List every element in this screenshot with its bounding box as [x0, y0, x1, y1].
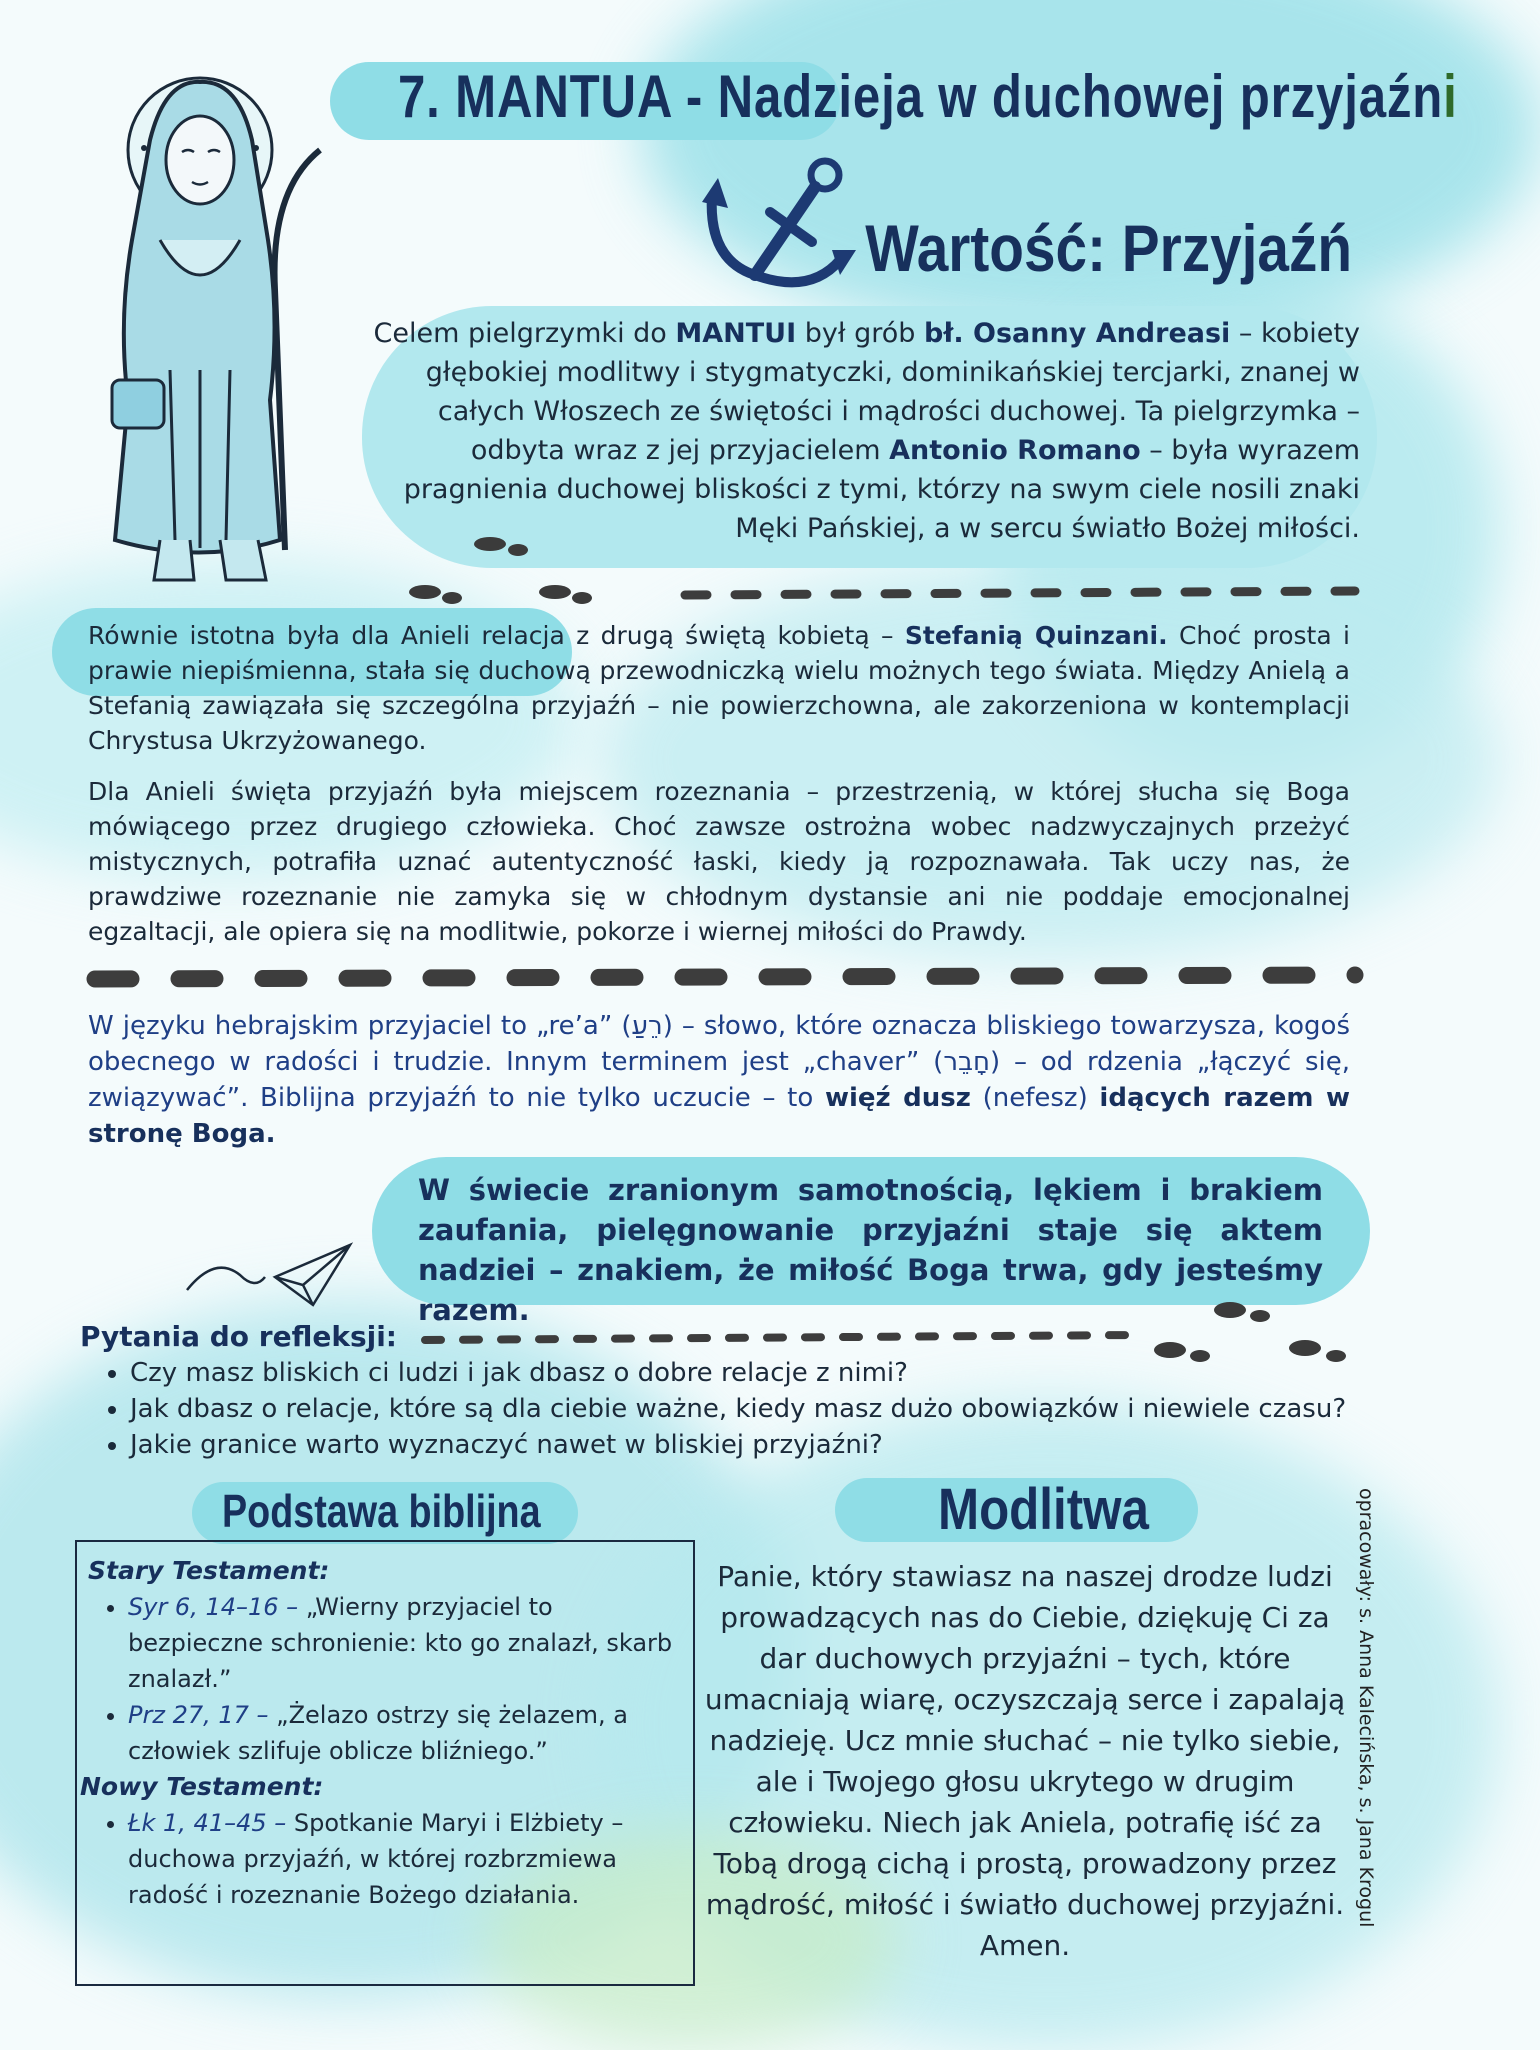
dashed-path-divider-2: [85, 965, 1365, 991]
title-main-text: 7. MANTUA - Nadzieja w duchowej przyjaźn: [398, 63, 1444, 130]
title-last-letter: i: [1443, 63, 1458, 130]
prayer-text: Panie, który stawiasz na naszej drodze ludzi prowadzących nas do Ciebie, dziękuję Ci za dar duchowych przyjaźni – tych, które umacniają wiarę, oczyszczają serce i zapalają nadzieję. Ucz mnie słuchać – nie tylko siebie, ale i Twojego głosu ukrytego w drugim człowieku. Niech jak Aniela, potrafię iść za Tobą drogą cichą i prostą, prowadzony przez mądrość, miłość i światło duchowej przyjaźni. Amen.: [704, 1560, 1346, 1962]
ot-heading: Stary Testament:: [88, 1556, 330, 1585]
paragraph-discernment: Dla Anieli święta przyjaźń była miejscem rozeznania – przestrzenią, w której słucha się Boga mówiącego przez drugiego człowieka. Choć zawsze ostrożna wobec nadzwyczajnych przeżyć mistycznych, potrafiła uznać autentyczność łaski, kiedy ją rozpoznawała. Tak uczy nas, że prawdziwe rozeznanie nie zamyka się w chłodnym dystansie ani nie poddaje emocjonalnej egzaltacji, ale opiera się na modlitwie, pokorze i wiernej miłości do Prawdy.: [88, 777, 1350, 946]
list-item: • Jak dbasz o relacje, które są dla ciebie ważne, kiedy masz dużo obowiązków i niewiele czasu?: [130, 1391, 1346, 1427]
reflection-heading: Pytania do refleksji:: [80, 1320, 397, 1353]
saint-figure-icon: [70, 70, 360, 610]
list-item: • Prz 27, 17 – „Żelazo ostrzy się żelazem, a człowiek szlifuje oblicze bliźniego.”: [128, 1697, 680, 1769]
biblical-title: Podstawa biblijna: [222, 1485, 541, 1537]
biblical-content: [80, 1553, 680, 1913]
paper-plane-icon: [185, 1235, 355, 1315]
reflection-questions: [90, 1355, 1346, 1463]
prayer-title: Modlitwa: [938, 1477, 1149, 1542]
footprints-icon: [400, 520, 600, 620]
paragraph-hebrew: W języku hebrajskim przyjaciel to „re’a” (רֵעַ) – słowo, które oznacza bliskiego towarzysza, kogoś obecnego w radości i trudzie. Innym terminem jest „chaver” (חָבֵר) – od rdzenia „łączyć się, związywać”. Biblijna przyjaźń to nie tylko uczucie – to więź dusz (nefesz) idących razem w stronę Boga.: [88, 1011, 1350, 1149]
dashed-path-divider-3: [420, 1330, 1140, 1348]
list-item: • Syr 6, 14–16 – „Wierny przyjaciel to bezpieczne schronienie: kto go znalazł, skarb znalazł.”: [128, 1589, 680, 1697]
hope-quote: W świecie zranionym samotnością, lękiem i brakiem zaufania, pielęgnowanie przyjaźni staje się aktem nadziei – znakiem, że miłość Boga trwa, gdy jesteśmy razem.: [418, 1173, 1323, 1327]
list-item: • Łk 1, 41–45 – Spotkanie Maryi i Elżbiety – duchowa przyjaźń, w której rozbrzmiewa radość i rozeznanie Bożego działania.: [128, 1805, 680, 1913]
list-item: • Jakie granice warto wyznaczyć nawet w bliskiej przyjaźni?: [130, 1427, 1346, 1463]
page-title: [398, 62, 1458, 131]
intro-paragraph: Celem pielgrzymki do MANTUI był grób bł. Osanny Andreasi – kobiety głębokiej modlitwy i stygmatyczki, dominikańskiej tercjarki, znanej w całych Włoszech ze świętości i mądrości duchowej. Ta pielgrzymka – odbyta wraz z jej przyjacielem Antonio Romano – była wyrazem pragnienia duchowej bliskości z tymi, którzy na swym ciele nosili znaki Męki Pańskiej, a w sercu światło Bożej miłości.: [373, 318, 1360, 544]
value-heading: Wartość: Przyjaźń: [865, 211, 1352, 285]
dashed-path-divider: [680, 585, 1360, 605]
nt-heading: Nowy Testament:: [80, 1772, 324, 1801]
list-item: • Czy masz bliskich ci ludzi i jak dbasz o dobre relacje z nimi?: [130, 1355, 1346, 1391]
anchor-icon: [700, 150, 860, 300]
paragraph-stefania: Równie istotna była dla Anieli relacja z drugą świętą kobietą – Stefanią Quinzani. Choć prosta i prawie niepiśmienna, stała się duchową przewodniczką wielu możnych tego świata. Między Anielą a Stefanią zawiązała się szczególna przyjaźń – nie powierzchowna, ale zakorzeniona w kontemplacji Chrystusa Ukrzyżowanego.: [88, 621, 1350, 755]
credit: opracowały: s. Anna Kalecińska, s. Jana Krogul: [1355, 1488, 1377, 1928]
